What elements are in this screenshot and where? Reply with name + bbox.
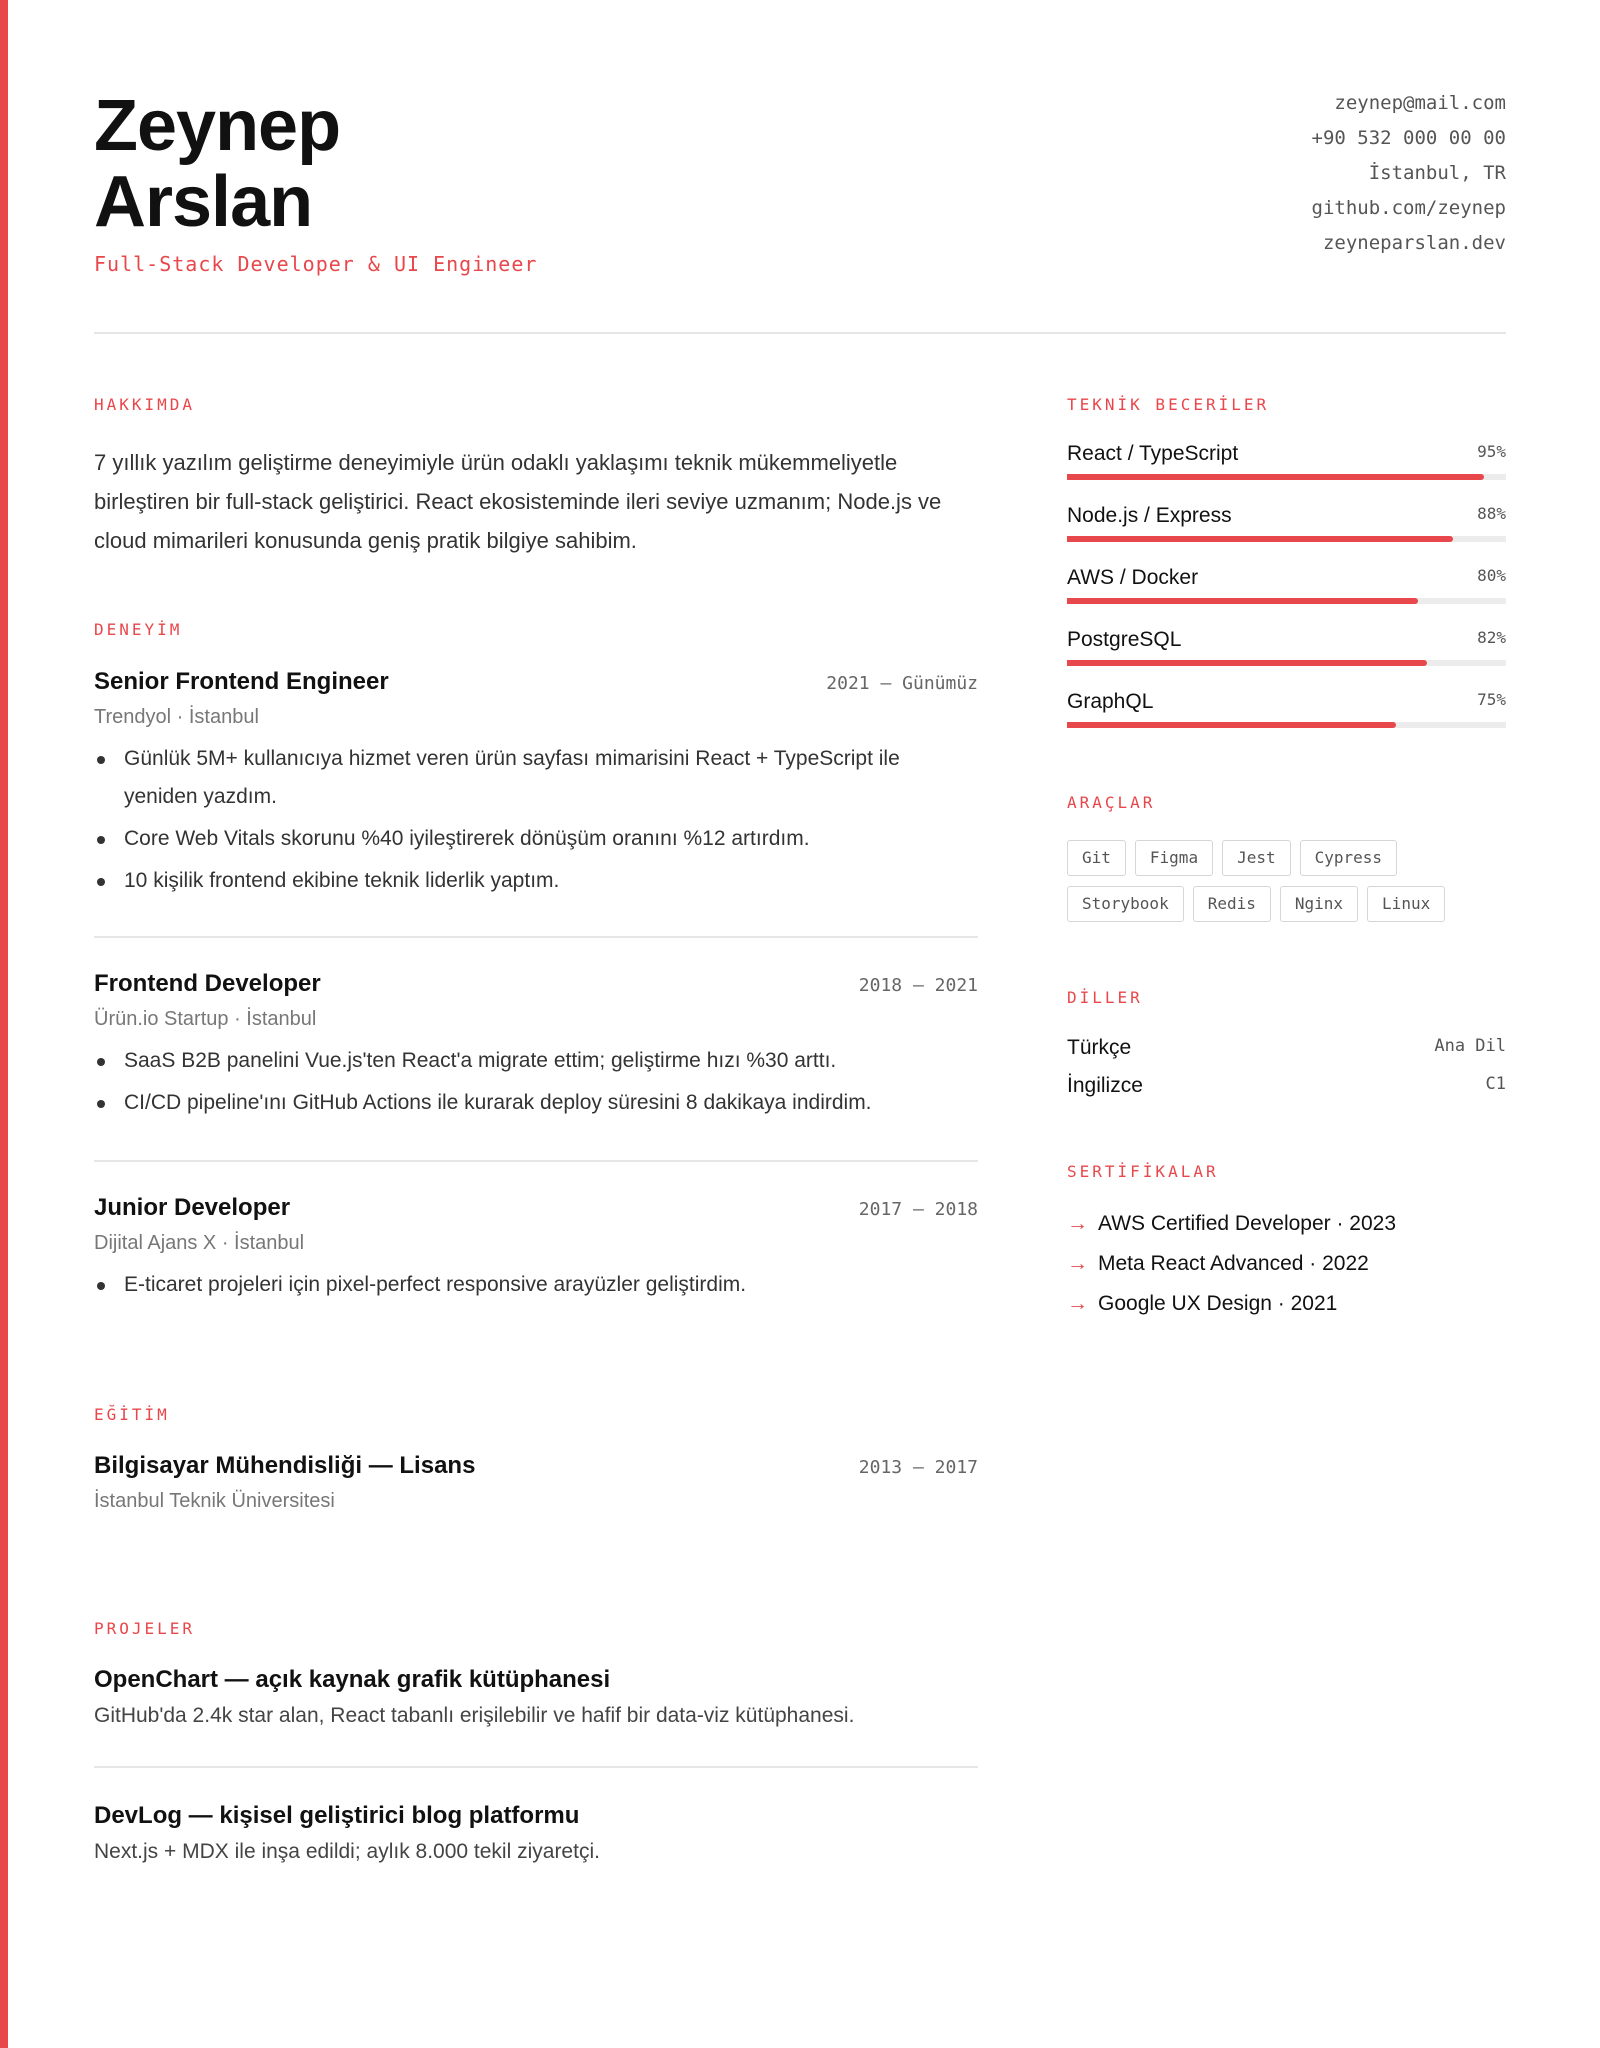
skill-percent: 80% [1477,566,1506,585]
job-divider [94,936,978,938]
arrow-right-icon: → [1067,1212,1088,1235]
project-title: DevLog — kişisel geliştirici blog platformu [94,1802,580,1829]
degree-title: Bilgisayar Mühendisliği — Lisans [94,1452,476,1479]
certificate-item [1067,1252,1369,1276]
tool-tag: Nginx [1280,886,1358,922]
tool-tag: Jest [1222,840,1291,876]
resume-page [94,0,1506,1863]
skills-heading: TEKNİK BECERİLER [1067,395,1270,414]
arrow-right-icon: → [1067,1292,1088,1315]
bullet-item: 10 kişilik frontend ekibine teknik liderlik yaptım. [94,862,978,900]
projects-heading: PROJELER [94,1619,196,1638]
school-name: İstanbul Teknik Üniversitesi [94,1490,335,1512]
certificate-item [1067,1292,1337,1316]
accent-bar [0,0,8,2048]
skill-percent: 95% [1477,442,1506,461]
skill-bar-fill [1067,722,1396,728]
last-name: Arslan [94,162,313,242]
contact-website[interactable]: zeyneparslan.dev [1322,232,1506,254]
job-divider [94,1160,978,1162]
job-company: Dijital Ajans X · İstanbul [94,1232,305,1254]
skill-name: Node.js / Express [1067,504,1232,527]
about-text: 7 yıllık yazılım geliştirme deneyimiyle ürün odaklı yaklaşımı teknik mükemmeliyetle birleştiren bir full-stack geliştirici. React ekosisteminde ileri seviye uzmanım; Node.js ve cloud mimarileri konusunda geniş pratik bilgiye sahibim. [94,450,942,553]
skill-bar-fill [1067,598,1418,604]
education-heading: EĞİTİM [94,1405,170,1424]
skill-bar-fill [1067,660,1427,666]
skill-bar-track [1067,536,1506,542]
language-level: C1 [1485,1074,1506,1094]
language-level: Ana Dil [1434,1036,1506,1056]
bullet-item: Günlük 5M+ kullanıcıya hizmet veren ürün sayfası mimarisini React + TypeScript ile yeniden yazdım. [94,740,978,816]
tools-tag-list [1067,840,1506,922]
tool-tag: Git [1067,840,1126,876]
skill-percent: 88% [1477,504,1506,523]
bullet-item: E-ticaret projeleri için pixel-perfect responsive arayüzler geliştirdim. [94,1266,978,1304]
tool-tag: Linux [1367,886,1445,922]
language-item [1067,1036,1506,1070]
skill-percent: 75% [1477,690,1506,709]
skill-bar-fill [1067,474,1484,480]
full-name [94,88,340,240]
experience-heading: DENEYİM [94,620,183,639]
language-name: İngilizce [1067,1074,1143,1097]
job-bullets [94,740,978,904]
job-bullets [94,1266,978,1308]
project-description: Next.js + MDX ile inşa edildi; aylık 8.000 tekil ziyaretçi. [94,1840,600,1863]
education-date: 2013 – 2017 [858,1457,978,1478]
header-divider [94,332,1506,334]
skill-name: React / TypeScript [1067,442,1239,465]
job-title: Junior Developer [94,1194,291,1221]
project-title: OpenChart — açık kaynak grafik kütüphanesi [94,1666,611,1693]
skill-bar-track [1067,598,1506,604]
skill-item [1067,442,1506,490]
tool-tag: Cypress [1300,840,1397,876]
resume-header [94,0,1506,333]
job-bullets [94,1042,978,1126]
skill-bar-track [1067,722,1506,728]
arrow-right-icon: → [1067,1252,1088,1275]
contact-phone[interactable]: +90 532 000 00 00 [1311,127,1506,149]
job-role: Full-Stack Developer & UI Engineer [94,252,538,276]
tool-tag: Figma [1135,840,1213,876]
job-title: Senior Frontend Engineer [94,668,389,695]
tool-tag: Redis [1193,886,1271,922]
contact-location: İstanbul, TR [1368,162,1506,184]
skill-bar-fill [1067,536,1453,542]
skill-name: AWS / Docker [1067,566,1199,589]
tool-tag: Storybook [1067,886,1184,922]
bullet-item: Core Web Vitals skorunu %40 iyileştirerek dönüşüm oranını %12 artırdım. [94,820,978,858]
skill-bar-track [1067,474,1506,480]
certificate-label: Google UX Design · 2021 [1098,1292,1338,1315]
first-name: Zeynep [94,86,341,166]
tools-heading: ARAÇLAR [1067,793,1156,812]
skill-item [1067,628,1506,676]
skill-name: GraphQL [1067,690,1154,713]
job-title: Frontend Developer [94,970,321,997]
job-date: 2017 – 2018 [858,1199,978,1220]
project-description: GitHub'da 2.4k star alan, React tabanlı erişilebilir ve hafif bir data-viz kütüphanesi. [94,1704,855,1727]
skill-item [1067,690,1506,738]
certificate-item [1067,1212,1396,1236]
contact-email[interactable]: zeynep@mail.com [1334,92,1506,114]
languages-heading: DİLLER [1067,988,1143,1007]
skill-percent: 82% [1477,628,1506,647]
contact-github[interactable]: github.com/zeynep [1311,197,1506,219]
language-item [1067,1074,1506,1108]
job-company: Trendyol · İstanbul [94,706,259,728]
about-heading: HAKKIMDA [94,395,196,414]
job-company: Ürün.io Startup · İstanbul [94,1008,317,1030]
language-name: Türkçe [1067,1036,1132,1059]
certificate-label: AWS Certified Developer · 2023 [1098,1212,1397,1235]
skill-bar-track [1067,660,1506,666]
skill-item [1067,566,1506,614]
job-date: 2018 – 2021 [858,975,978,996]
project-divider [94,1766,978,1768]
bullet-item: SaaS B2B panelini Vue.js'ten React'a migrate ettim; geliştirme hızı %30 arttı. [94,1042,978,1080]
skill-item [1067,504,1506,552]
job-date: 2021 – Günümüz [826,673,978,694]
contact-block [1312,86,1506,261]
certificates-heading: SERTİFİKALAR [1067,1162,1219,1181]
skill-name: PostgreSQL [1067,628,1182,651]
certificate-label: Meta React Advanced · 2022 [1098,1252,1369,1275]
bullet-item: CI/CD pipeline'ını GitHub Actions ile kurarak deploy süresini 8 dakikaya indirdim. [94,1084,978,1122]
